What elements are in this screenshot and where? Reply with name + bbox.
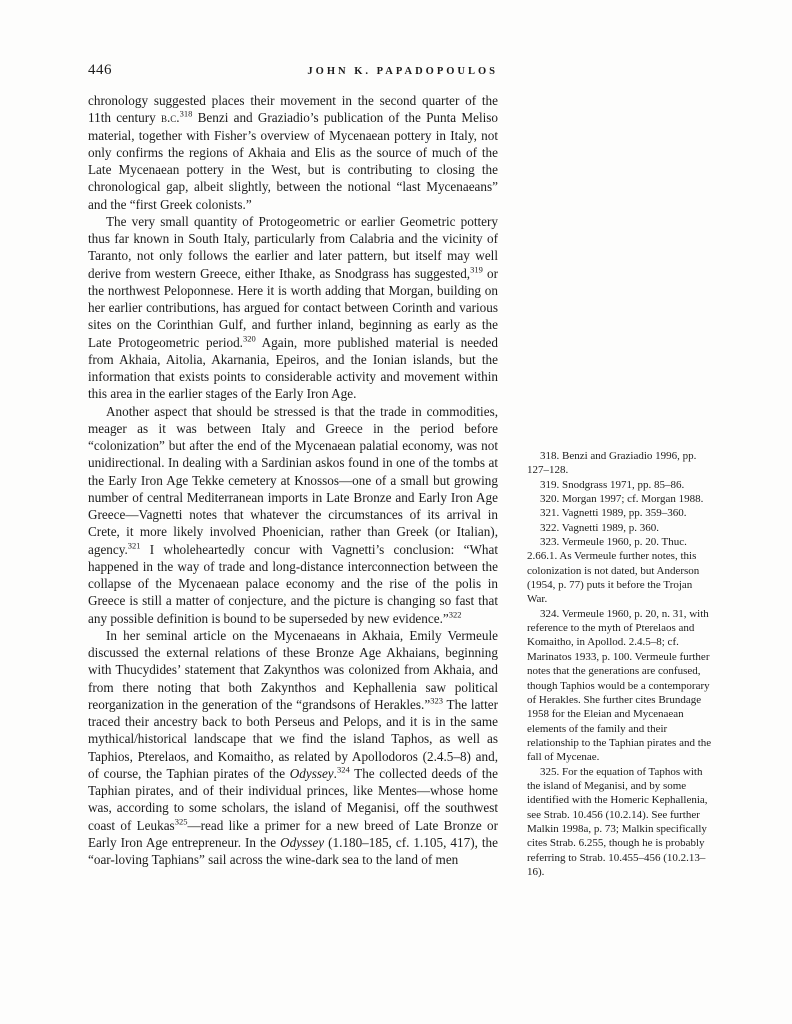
footnote-reference: 323 bbox=[430, 695, 443, 706]
body-paragraph: In her seminal article on the Mycenaeans in Akhaia, Emily Vermeule discussed the external relations of these Bronze Age Akhaians, beginning with Thucydides’ statement that Zakynthos was colonized from Akhaia, and from there noting that both Zakynthos and Kephallenia saw political reorganization in the generation of the “grandsons of Herakles.”$^{323}$ The latter traced their ancestry back to both Perseus and Pelops, and it is in the same mythical/historical landscape that we find the island Taphos, as well as Taphios, Pterelaos, and Komaitho, as related by Apollodoros (2.4.5–8) and, of course, the Taphian pirates of the Odyssey.$^{324}$ The collected deeds of the Taphian pirates, and of their individual princes, like Mentes—whose home was, according to some scholars, the island of Meganisi, off the southwest coast of Leukas$^{325}$—read like a primer for a new breed of Late Bronze or Early Iron Age entrepreneur. In the Odyssey (1.180–185, cf. 1.105, 417), the “oar-loving Taphians” sail across the wine-dark sea to the land of men bbox=[88, 627, 499, 867]
footnote-reference: 318 bbox=[179, 108, 193, 119]
footnotes-column bbox=[527, 449, 713, 879]
running-head-author: JOHN K. PAPADOPOULOS bbox=[307, 66, 498, 77]
body-paragraph: chronology suggested places their movement in the second quarter of the 11th century b.c.$^{318}$ Benzi and Graziadio’s publication of the Punta Meliso material, together with Fisher’s overview of Mycenaean pottery in Italy, not only confirms the regions of Akhaia and Elis as the source of much of the Late Mycenaean pottery in the West, but is contributing to closing the chronological gap, albeit slightly, between the notional “last Mycenaeans” and the “first Greek colonists.” bbox=[88, 93, 499, 212]
footnote-item: 324. Vermeule 1960, p. 20, n. 31, with reference to the myth of Pterelaos and Komaitho, in Apollod. 2.4.5–8; cf. Marinatos 1933, p. 100. Vermeule further notes that the generations are confused, though Taphios would be a contemporary of Herakles. She further cites Brundage 1958 for the Eleian and Mycenaean elements of the family and their relationship to the Taphian pirates and the fall of Mycenae. bbox=[527, 607, 712, 764]
italic-work-title: Odyssey bbox=[289, 765, 334, 781]
footnote-item: 325. For the equation of Taphos with the island of Meganisi, and by some identified with the Homeric Kephallenia, see Strab. 10.456 (10.2.14). See further Malkin 1998a, p. 73; Malkin specifically cites Strab. 6.255, though he is probably referring to Strab. 10.455–456 (10.2.13–16). bbox=[527, 765, 708, 878]
footnote-reference: 321 bbox=[127, 540, 141, 551]
main-text-column bbox=[88, 92, 498, 868]
footnote-reference: 320 bbox=[242, 333, 256, 344]
footnote-reference: 322 bbox=[448, 609, 462, 620]
running-header bbox=[88, 62, 498, 79]
footnote-item: 320. Morgan 1997; cf. Morgan 1988. bbox=[540, 493, 704, 506]
smallcaps-era: b.c. bbox=[161, 110, 180, 126]
footnote-item: 321. Vagnetti 1989, pp. 359–360. bbox=[540, 507, 687, 520]
body-paragraph: The very small quantity of Protogeometric or earlier Geometric pottery thus far known in South Italy, particularly from Calabria and the vicinity of Taranto, not only follows the earlier and later pattern, but itself may well derive from western Greece, either Ithake, as Snodgrass has suggested,$^{319}$ or the northwest Peloponnese. Here it is worth adding that Morgan, building on her earlier contributions, has argued for contact between Corinth and various sites on the Corinthian Gulf, and further inland, beginning as early as the Late Protogeometric period.$^{320}$ Again, more published material is needed from Akhaia, Aitolia, Akarnania, Epeiros, and the Ionian islands, but the information that exists points to considerable activity and movement within this area in the earlier stages of the Early Iron Age. bbox=[88, 213, 498, 402]
page-number: 446 bbox=[88, 62, 112, 78]
footnote-reference: 319 bbox=[470, 264, 483, 275]
footnote-item: 322. Vagnetti 1989, p. 360. bbox=[540, 521, 659, 534]
footnote-reference: 324 bbox=[336, 764, 350, 775]
body-paragraph: Another aspect that should be stressed is that the trade in commodities, meager as it was between Italy and Greece in the period before “colonization” but after the end of the Mycenaean palatial economy, was not unidirectional. In dealing with a Sardinian askos found in one of the tombs at the Early Iron Age Tekke cemetery at Knossos—one of a small but growing number of central Mediterranean imports in Late Bronze and Early Iron Age Greece—Vagnetti notes that whatever the circumstances of its arrival in Crete, it more likely involved Phoenician, rather than Greek (or Italian), agency.$^{321}$ I wholeheartedly concur with Vagnetti’s conclusion: “What happened in the way of trade and long-distance interconnection between the collapse of the Mycenaean palace economy and the rise of the polis in Greece is still a matter of conjecture, and the picture is changing so fast that any possible definition is bound to be superseded by new evidence.”$^{322}$ bbox=[88, 403, 498, 626]
italic-work-title: Odyssey bbox=[280, 834, 325, 850]
footnote-reference: 325 bbox=[174, 816, 188, 827]
footnote-item: 323. Vermeule 1960, p. 20. Thuc. 2.66.1. As Vermeule further notes, this colonization is not dated, but Anderson (1954, p. 77) puts it before the Trojan War. bbox=[527, 536, 700, 606]
footnote-item: 318. Benzi and Graziadio 1996, pp. 127–128. bbox=[527, 450, 697, 477]
footnote-item: 319. Snodgrass 1971, pp. 85–86. bbox=[540, 478, 685, 491]
